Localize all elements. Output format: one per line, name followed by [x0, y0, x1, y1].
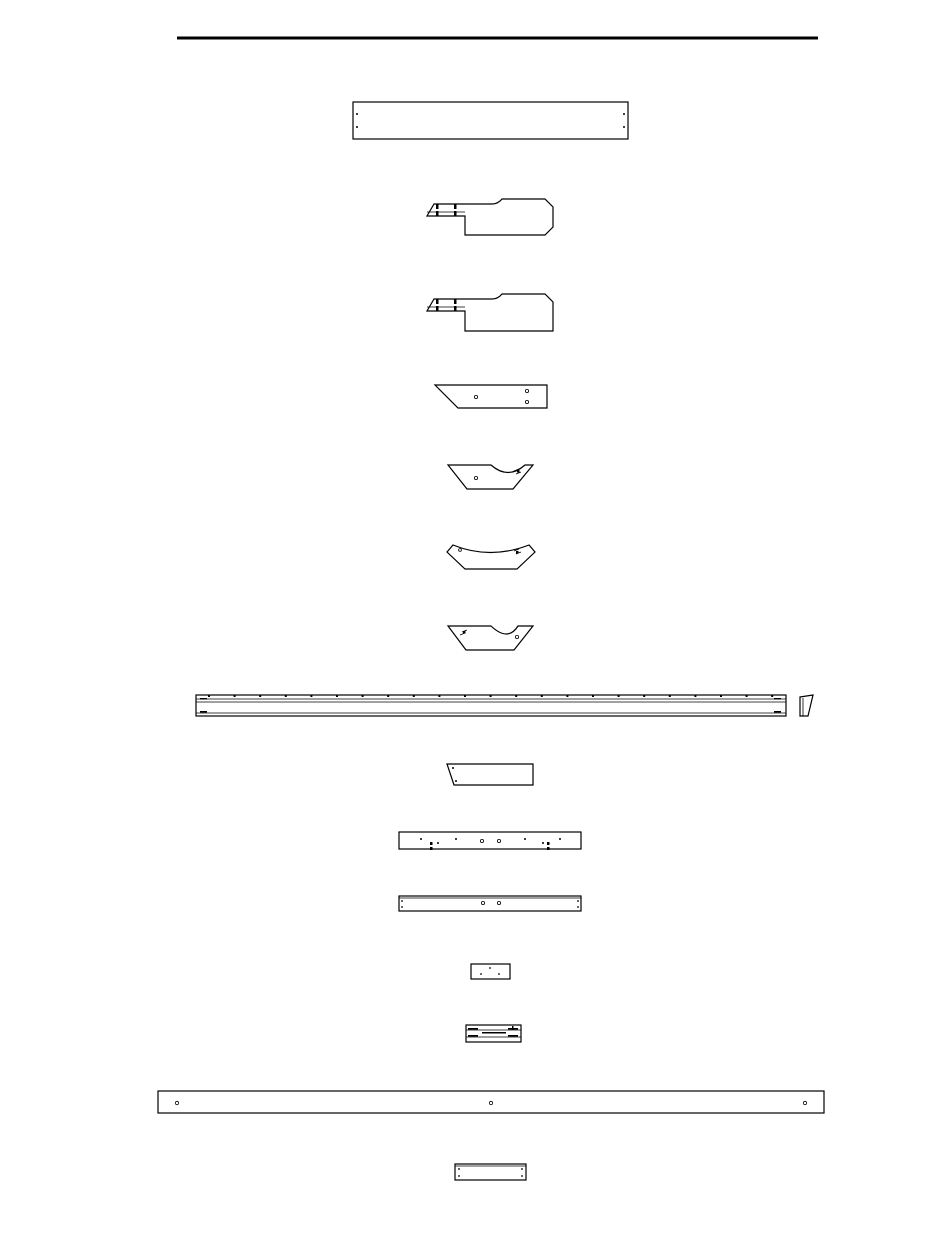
- part-long-bar: [158, 1091, 824, 1113]
- rail-perforation: [618, 695, 620, 697]
- rail-perforation: [362, 695, 364, 697]
- rail-perforation: [566, 695, 568, 697]
- rail-perforation: [464, 695, 466, 697]
- rail-perforation: [720, 695, 722, 697]
- rail-perforation: [285, 695, 287, 697]
- part-plain-bar: [399, 896, 581, 911]
- part-angled-plate: [435, 385, 547, 408]
- rail-perforation: [259, 695, 261, 697]
- rail-perforation: [694, 695, 696, 697]
- part-panel-top: [353, 102, 628, 139]
- rail-perforation: [746, 695, 748, 697]
- part-saddle-c: [448, 626, 533, 650]
- part-small-plate: [471, 964, 510, 979]
- rail-perforation: [643, 695, 645, 697]
- rail-perforation: [387, 695, 389, 697]
- rail-perforation: [310, 695, 312, 697]
- rail-perforation: [234, 695, 236, 697]
- rail-perforation: [771, 695, 773, 697]
- part-short-angled-plate: [447, 764, 533, 785]
- part-slotted-block: [466, 1025, 521, 1042]
- rail-perforation: [592, 695, 594, 697]
- rail-perforation: [541, 695, 543, 697]
- rail-perforation: [336, 695, 338, 697]
- part-long-rail: [196, 695, 786, 716]
- part-drilled-bar: [399, 832, 581, 850]
- rail-perforation: [208, 695, 210, 697]
- rail-perforation: [438, 695, 440, 697]
- part-small-bar: [455, 1164, 526, 1180]
- part-side-bracket-a: [427, 199, 553, 235]
- rail-perforation: [490, 695, 492, 697]
- rail-perforation: [413, 695, 415, 697]
- part-side-bracket-b: [427, 294, 553, 331]
- rail-perforation: [515, 695, 517, 697]
- part-saddle-a: [448, 465, 533, 489]
- part-saddle-b: [447, 545, 535, 569]
- rail-perforation: [669, 695, 671, 697]
- part-rail-end-profile: [800, 695, 813, 716]
